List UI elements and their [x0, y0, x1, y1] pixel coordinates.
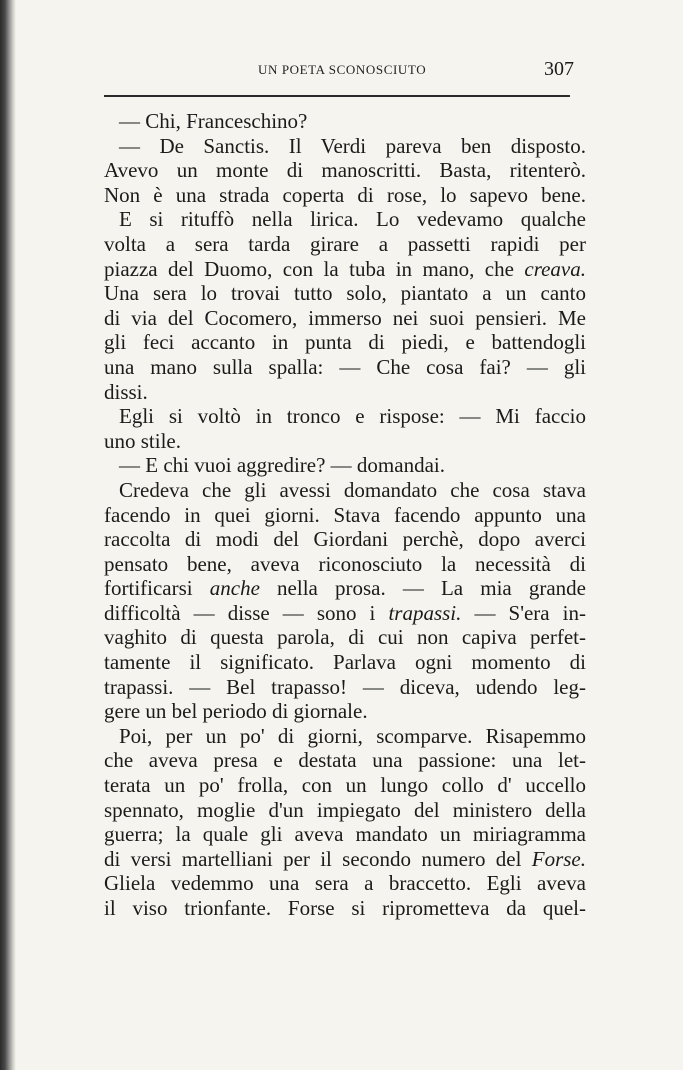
text-line: [104, 355, 586, 380]
text-line: [104, 134, 586, 159]
text-line: [104, 109, 586, 134]
line-text: E si rituffò nella lirica. Lo vedevamo qualche: [119, 207, 586, 232]
italic-text: creava.: [524, 256, 586, 281]
line-text: — E chi vuoi aggredire? — domandai.: [119, 453, 445, 478]
text-line: [104, 601, 586, 626]
text-line: [104, 724, 586, 749]
line-text: fortificarsi: [104, 576, 210, 601]
line-text: facendo in quei giorni. Stava facendo appunto una: [104, 502, 586, 527]
text-line: [104, 158, 586, 183]
book-binding-edge: [0, 0, 16, 1070]
line-text: piazza del Duomo, con la tuba in mano, che: [104, 256, 525, 281]
italic-text: trapassi.: [388, 600, 462, 625]
line-text: Egli si voltò in tronco e rispose: — Mi faccio: [119, 404, 586, 429]
text-line: [104, 330, 586, 355]
line-text: che aveva presa e destata una passione: una let-: [104, 748, 586, 773]
text-line: [104, 576, 586, 601]
line-text: trapassi. — Bel trapasso! — diceva, udendo leg-: [104, 674, 586, 699]
line-text: gli feci accanto in punta di piedi, e battendogli: [104, 330, 586, 355]
line-text: Avevo un monte di manoscritti. Basta, ritenterò.: [104, 158, 586, 183]
text-line: [104, 527, 586, 552]
text-line: [104, 773, 586, 798]
text-line: [104, 871, 586, 896]
italic-text: anche: [209, 576, 260, 601]
line-text: raccolta di modi del Giordani perchè, dopo averci: [104, 527, 586, 552]
text-line: [104, 306, 586, 331]
text-line: [104, 552, 586, 577]
line-text: Gliela vedemmo una sera a braccetto. Egli aveva: [104, 871, 586, 896]
running-head: [104, 58, 584, 84]
page-number: 307: [544, 58, 574, 80]
line-text: Non è una strada coperta di rose, lo sapevo bene.: [104, 182, 586, 207]
text-line: [104, 847, 586, 872]
text-line: [104, 748, 586, 773]
line-text: volta a sera tarda girare a passetti rapidi per: [104, 231, 586, 256]
italic-text: Forse.: [531, 846, 586, 871]
text-line: [104, 650, 586, 675]
line-text: — Chi, Franceschino?: [119, 109, 308, 133]
text-line: [104, 281, 586, 306]
line-text: una mano sulla spalla: — Che cosa fai? — gli: [104, 354, 586, 379]
text-line: [104, 257, 586, 282]
text-line: [104, 478, 586, 503]
line-text: spennato, moglie d'un impiegato del ministero della: [104, 797, 586, 822]
text-line: [104, 183, 586, 208]
text-line: [104, 404, 586, 429]
line-text: di versi martelliani per il secondo numero del: [104, 846, 532, 871]
text-line: [104, 675, 586, 700]
line-text: guerra; la quale gli aveva mandato un miriagramma: [104, 822, 586, 847]
line-text: uno stile.: [104, 428, 181, 453]
line-text: tamente il significato. Parlava ogni momento di: [104, 650, 586, 675]
line-text: pensato bene, aveva riconosciuto la necessità di: [104, 551, 586, 576]
text-line: [104, 699, 586, 724]
text-line: [104, 503, 586, 528]
line-text-continuation: nella prosa. — La mia grande: [259, 576, 587, 601]
text-line: [104, 380, 586, 405]
line-text-continuation: — S'era in-: [461, 600, 586, 625]
text-line: [104, 453, 586, 478]
line-text: terata un po' frolla, con un lungo collo d' uccello: [104, 773, 586, 798]
body-text: [104, 109, 586, 921]
text-line: [104, 822, 586, 847]
text-line: [104, 429, 586, 454]
text-line: [104, 798, 586, 823]
line-text: difficoltà — disse — sono i: [104, 600, 389, 625]
text-line: [104, 232, 586, 257]
line-text: vaghito di questa parola, di cui non capiva perfet-: [104, 625, 586, 650]
line-text: — De Sanctis. Il Verdi pareva ben disposto.: [119, 133, 586, 158]
line-text: Credeva che gli avessi domandato che cosa stava: [119, 477, 586, 502]
running-title: UN POETA SCONOSCIUTO: [258, 62, 427, 77]
line-text: Poi, per un po' di giorni, scomparve. Risapemmo: [119, 723, 586, 748]
line-text: di via del Cocomero, immerso nei suoi pensieri. Me: [104, 305, 586, 330]
header-rule: [104, 95, 570, 97]
text-line: [104, 625, 586, 650]
line-text: gere un bel periodo di giornale.: [104, 699, 368, 724]
line-text: dissi.: [104, 379, 148, 404]
line-text: il viso trionfante. Forse si riprometteva da quel-: [104, 896, 586, 920]
line-text: Una sera lo trovai tutto solo, piantato a un canto: [104, 281, 586, 306]
text-line: [104, 207, 586, 232]
text-line: [104, 896, 586, 921]
